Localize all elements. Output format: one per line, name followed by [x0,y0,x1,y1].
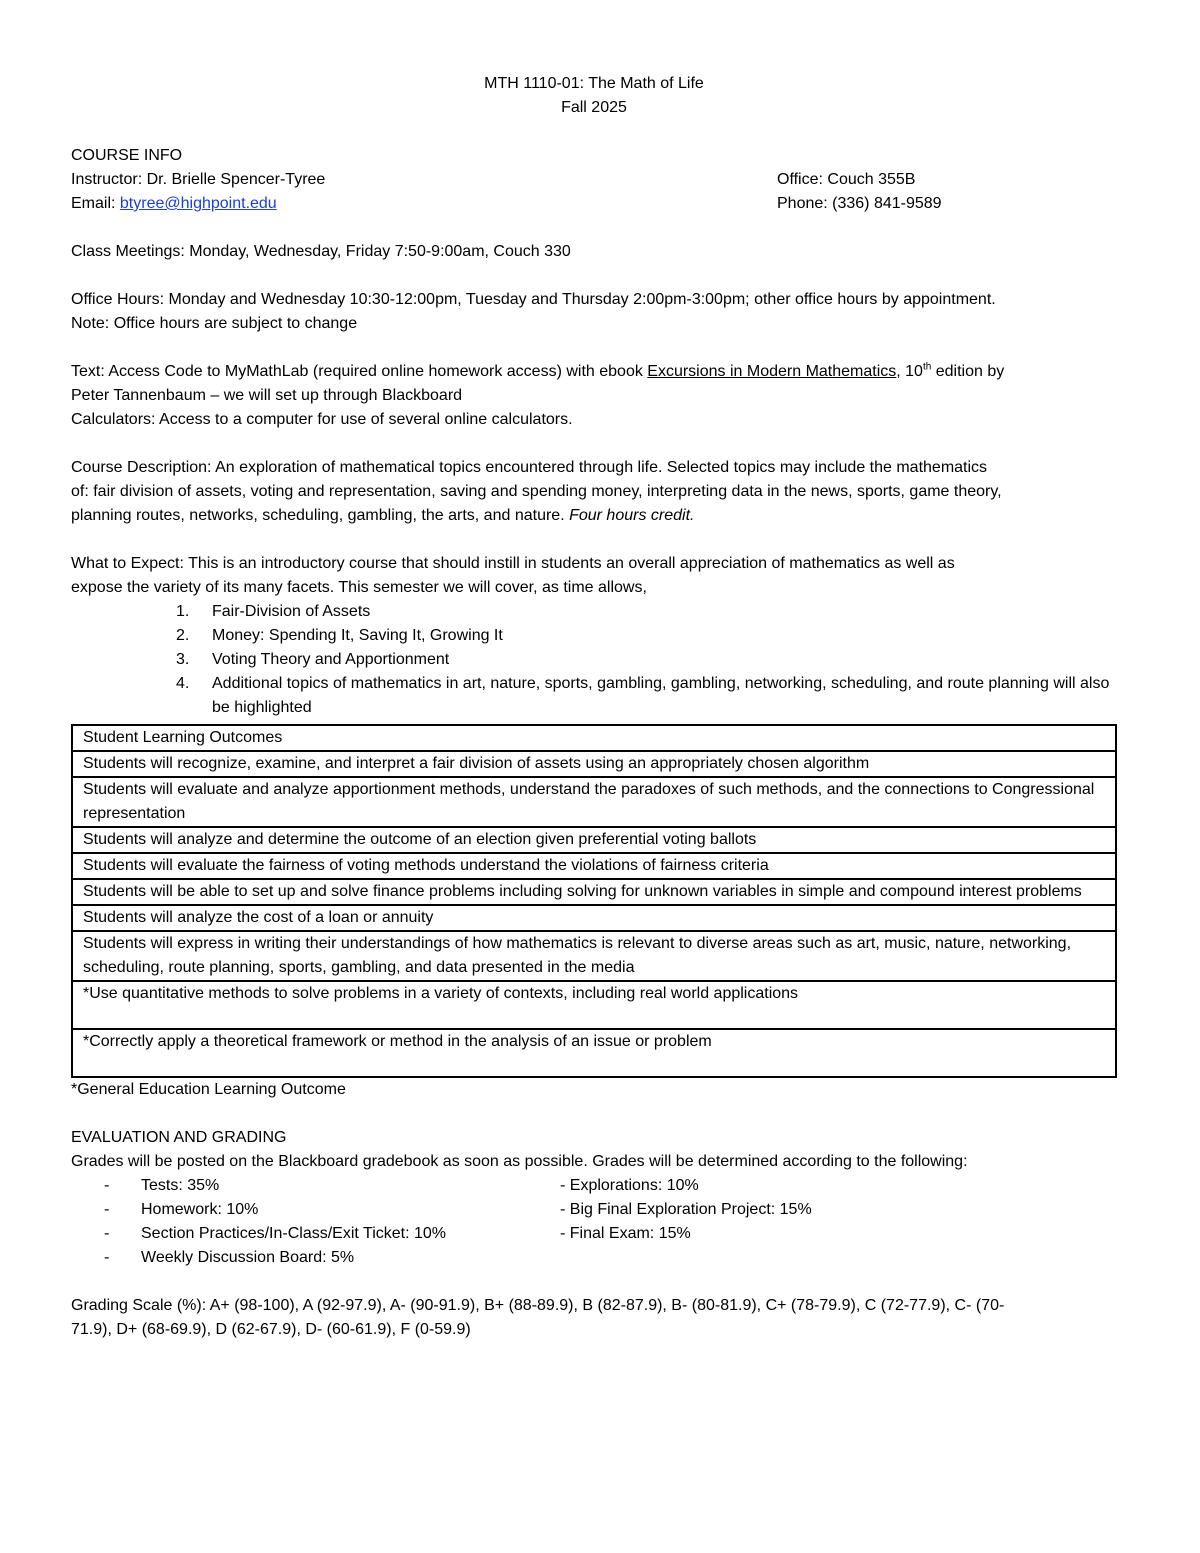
table-row [72,853,1116,879]
office-hours-value: Monday and Wednesday 10:30-12:00pm, Tuesday and Thursday 2:00pm-3:00pm; other office hours by appointment. [168,291,996,308]
email-row [71,192,1117,216]
gen-ed-footnote: *General Education Learning Outcome [71,1081,346,1098]
list-number: 2. [176,627,190,644]
email-label: Email: [71,195,120,212]
class-meetings-label: Class Meetings: [71,243,190,260]
course-description-line3 [71,504,1117,528]
table-row [72,751,1116,777]
grade-row [71,1222,1117,1246]
grading-scale-label: Grading Scale (%): [71,1297,210,1314]
table-cell: Students will be able to set up and solve finance problems including solving for unknown variables in simple and compound interest problems [72,879,1116,905]
bullet-dash: - [104,1201,110,1218]
office-hours [71,288,1117,312]
table-cell: Students will evaluate and analyze apportionment methods, understand the paradoxes of such methods, and the connections to Congressional representation [72,777,1116,827]
bullet-dash: - [104,1177,110,1194]
edition-superscript: th [922,361,932,373]
office-hours-note: Note: Office hours are subject to change [71,315,358,332]
table-row [72,879,1116,905]
grade-row [71,1198,1117,1222]
evaluation-intro: Grades will be posted on the Blackboard gradebook as soon as possible. Grades will be determined according to the following: [71,1153,968,1170]
table-cell: Students will express in writing their understandings of how mathematics is relevant to diverse areas such as art, music, nature, networking, scheduling, route planning, sports, gambling, and data presented in the media [72,931,1116,981]
grade-weight-final-exam: - Final Exam: 15% [560,1225,691,1242]
grade-weight-explorations: - Explorations: 10% [560,1177,699,1194]
table-row [72,1029,1116,1077]
text-part2: , 10 [896,363,923,380]
learning-outcomes-table [71,724,1117,1078]
phone-value: (336) 841-9589 [832,195,942,212]
grading-scale-text1: A+ (98-100), A (92-97.9), A- (90-91.9), B+ (88-89.9), B (82-87.9), B- (80-81.9), C+ (78-79.9), C (72-77.9), C- (70- [209,1297,1005,1314]
list-number: 4. [176,675,190,692]
table-row [72,827,1116,853]
grade-weight-project: - Big Final Exploration Project: 15% [560,1201,812,1218]
table-header-row [72,725,1116,751]
instructor-row [71,168,1117,192]
office-info [777,168,915,192]
list-item [71,672,1117,720]
list-text: Money: Spending It, Saving It, Growing It [212,627,503,644]
grade-weights [71,1174,1117,1270]
bullet-dash: - [104,1225,110,1242]
list-number: 3. [176,651,190,668]
table-row [72,981,1116,1029]
list-item [71,600,1117,624]
evaluation-heading: EVALUATION AND GRADING [71,1129,287,1146]
office-label: Office: [777,171,828,188]
table-cell: Students will recognize, examine, and interpret a fair division of assets using an appropriately chosen algorithm [72,751,1116,777]
text-part3: edition by [931,363,1005,380]
course-title: MTH 1110-01: The Math of Life [484,75,704,92]
course-description-line2: of: fair division of assets, voting and representation, saving and spending money, interpreting data in the news, sports, game theory, [71,483,1002,500]
list-item [71,624,1117,648]
table-cell: Students will analyze and determine the outcome of an election given preferential voting ballots [72,827,1116,853]
text-line2: Peter Tannenbaum – we will set up through Blackboard [71,387,463,404]
table-cell: *Correctly apply a theoretical framework or method in the analysis of an issue or problem [72,1029,1116,1077]
table-cell: *Use quantitative methods to solve problems in a variety of contexts, including real world applications [72,981,1116,1029]
table-header: Student Learning Outcomes [72,725,1116,751]
table-cell: Students will evaluate the fairness of voting methods understand the violations of fairness criteria [72,853,1116,879]
what-to-expect-label: What to Expect: [71,555,189,572]
grade-weight-practices: Section Practices/In-Class/Exit Ticket: 10% [141,1225,446,1242]
what-to-expect-line2: expose the variety of its many facets. This semester we will cover, as time allows, [71,579,647,596]
email-link[interactable]: btyree@highpoint.edu [119,195,277,212]
what-to-expect-text1: This is an introductory course that should instill in students an overall appreciation of mathematics as well as [188,555,955,572]
topics-list [71,600,1117,720]
course-description-label: Course Description: [71,459,216,476]
course-info-heading: COURSE INFO [71,147,183,164]
table-cell: Students will analyze the cost of a loan or annuity [72,905,1116,931]
list-text: Voting Theory and Apportionment [212,651,450,668]
list-text: Fair-Division of Assets [212,603,371,620]
table-row [72,905,1116,931]
calculators: Calculators: Access to a computer for use of several online calculators. [71,411,573,428]
text-part1: Access Code to MyMathLab (required online homework access) with ebook [108,363,648,380]
grade-weight-homework: Homework: 10% [141,1201,259,1218]
grading-scale-line2: 71.9), D+ (68-69.9), D (62-67.9), D- (60-61.9), F (0-59.9) [71,1321,471,1338]
list-item [71,648,1117,672]
course-description-text3: planning routes, networks, scheduling, gambling, the arts, and nature. [71,507,570,524]
table-row [72,777,1116,827]
table-row [72,931,1116,981]
list-text: Additional topics of mathematics in art, nature, sports, gambling, gambling, networking, scheduling, and route planning will also be highlighted [212,675,1110,716]
book-title: Excursions in Modern Mathematics [647,363,897,380]
class-meetings [71,240,1117,264]
text-requirement [71,360,1117,384]
grade-row [71,1246,1117,1270]
credit-hours: Four hours credit. [569,507,695,524]
office-value: Couch 355B [827,171,916,188]
course-term: Fall 2025 [561,99,627,116]
bullet-dash: - [104,1249,110,1266]
course-description-text1: An exploration of mathematical topics encountered through life. Selected topics may include the mathematics [215,459,988,476]
office-hours-label: Office Hours: [71,291,169,308]
course-description-line1 [71,456,1117,480]
list-number: 1. [176,603,190,620]
grade-row [71,1174,1117,1198]
grading-scale-line1 [71,1294,1117,1318]
syllabus-page [71,72,1117,1342]
phone-info [777,192,942,216]
class-meetings-value: Monday, Wednesday, Friday 7:50-9:00am, Couch 330 [189,243,571,260]
text-label: Text: [71,363,109,380]
grade-weight-tests: Tests: 35% [141,1177,220,1194]
grade-weight-discussion: Weekly Discussion Board: 5% [141,1249,355,1266]
phone-label: Phone: [777,195,833,212]
what-to-expect-line1 [71,552,1117,576]
instructor-name: Dr. Brielle Spencer-Tyree [146,171,326,188]
instructor-label: Instructor: [71,171,147,188]
